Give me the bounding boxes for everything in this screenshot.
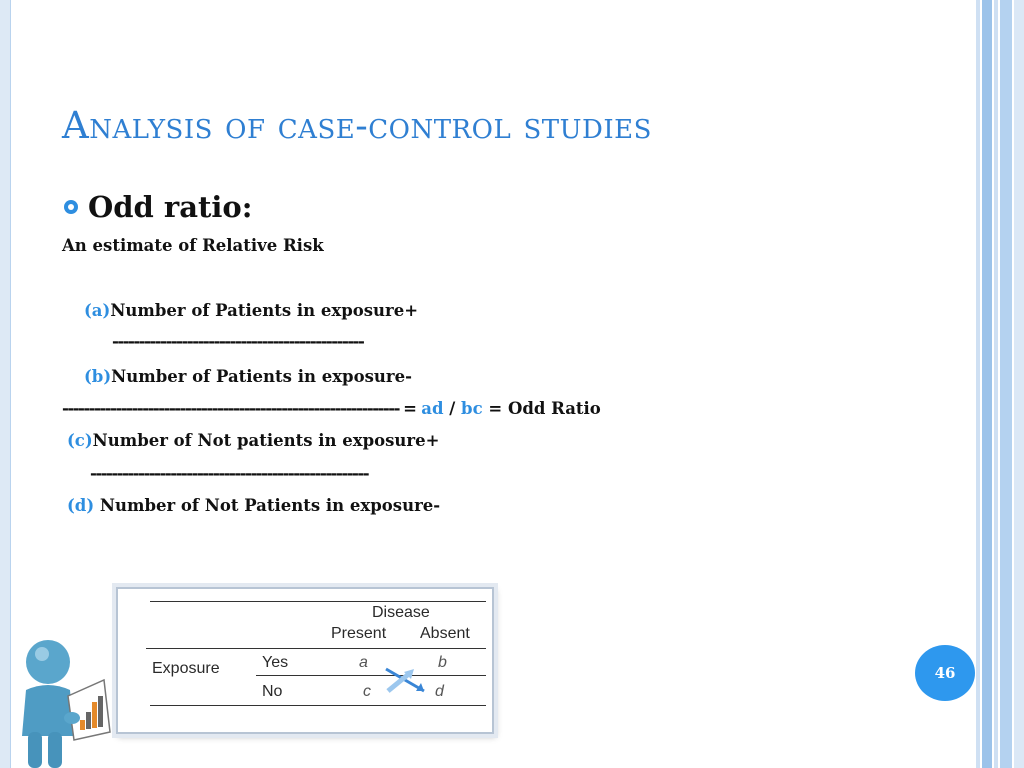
slide-title: Analysis of case-control studies <box>62 104 652 147</box>
ad-term: ad <box>421 399 444 418</box>
table-row-yes: Yes <box>262 654 289 671</box>
subtitle: An estimate of Relative Risk <box>62 236 324 255</box>
table-row-header-exposure: Exposure <box>152 660 220 677</box>
left-border-decoration <box>0 0 11 768</box>
cross-product-arrows-icon <box>380 663 436 697</box>
contingency-table <box>116 587 494 734</box>
text-a: Number of Patients in exposure+ <box>110 301 419 320</box>
fraction-bar-1: ----------------------------------------------- <box>112 332 364 351</box>
right-border-decoration <box>976 0 1024 768</box>
label-a: (a) <box>84 301 111 320</box>
fraction-bar-2: ---------------------------------------------------- <box>90 464 369 483</box>
odd-ratio-text: = Odd Ratio <box>488 399 601 418</box>
table-cell-c: c <box>363 683 371 700</box>
bullet-circle-icon <box>64 200 78 214</box>
presenter-figure-icon <box>12 636 122 768</box>
text-b: Number of Patients in exposure- <box>111 367 412 386</box>
bullet-item <box>64 190 252 224</box>
table-row-no: No <box>262 683 283 700</box>
table-cell-d: d <box>435 683 444 700</box>
table-mid-rule <box>256 675 486 676</box>
table-header-disease: Disease <box>372 604 430 621</box>
formula-line-a <box>84 301 418 320</box>
slash: / <box>449 399 456 418</box>
formula-line-c <box>67 431 439 450</box>
table-col-present: Present <box>331 625 387 642</box>
bullet-text: Odd ratio: <box>88 190 253 224</box>
label-b: (b) <box>84 367 112 386</box>
label-c: (c) <box>67 431 93 450</box>
bc-term: bc <box>461 399 483 418</box>
table-header-rule <box>146 648 486 649</box>
table-cell-b: b <box>438 654 447 671</box>
main-fraction-bar: --------------------------------------------------------------- = <box>62 399 416 418</box>
table-col-absent: Absent <box>420 625 470 642</box>
table-cell-a: a <box>359 654 368 671</box>
page-number-badge: 46 <box>915 645 975 701</box>
formula-line-main <box>62 399 601 418</box>
label-d: (d) <box>67 496 95 515</box>
formula-line-d <box>67 496 440 515</box>
table-top-rule <box>150 601 486 602</box>
formula-line-b <box>84 367 412 386</box>
text-d: Number of Not Patients in exposure- <box>99 496 441 515</box>
table-bottom-rule <box>150 705 486 706</box>
text-c: Number of Not patients in exposure+ <box>92 431 440 450</box>
